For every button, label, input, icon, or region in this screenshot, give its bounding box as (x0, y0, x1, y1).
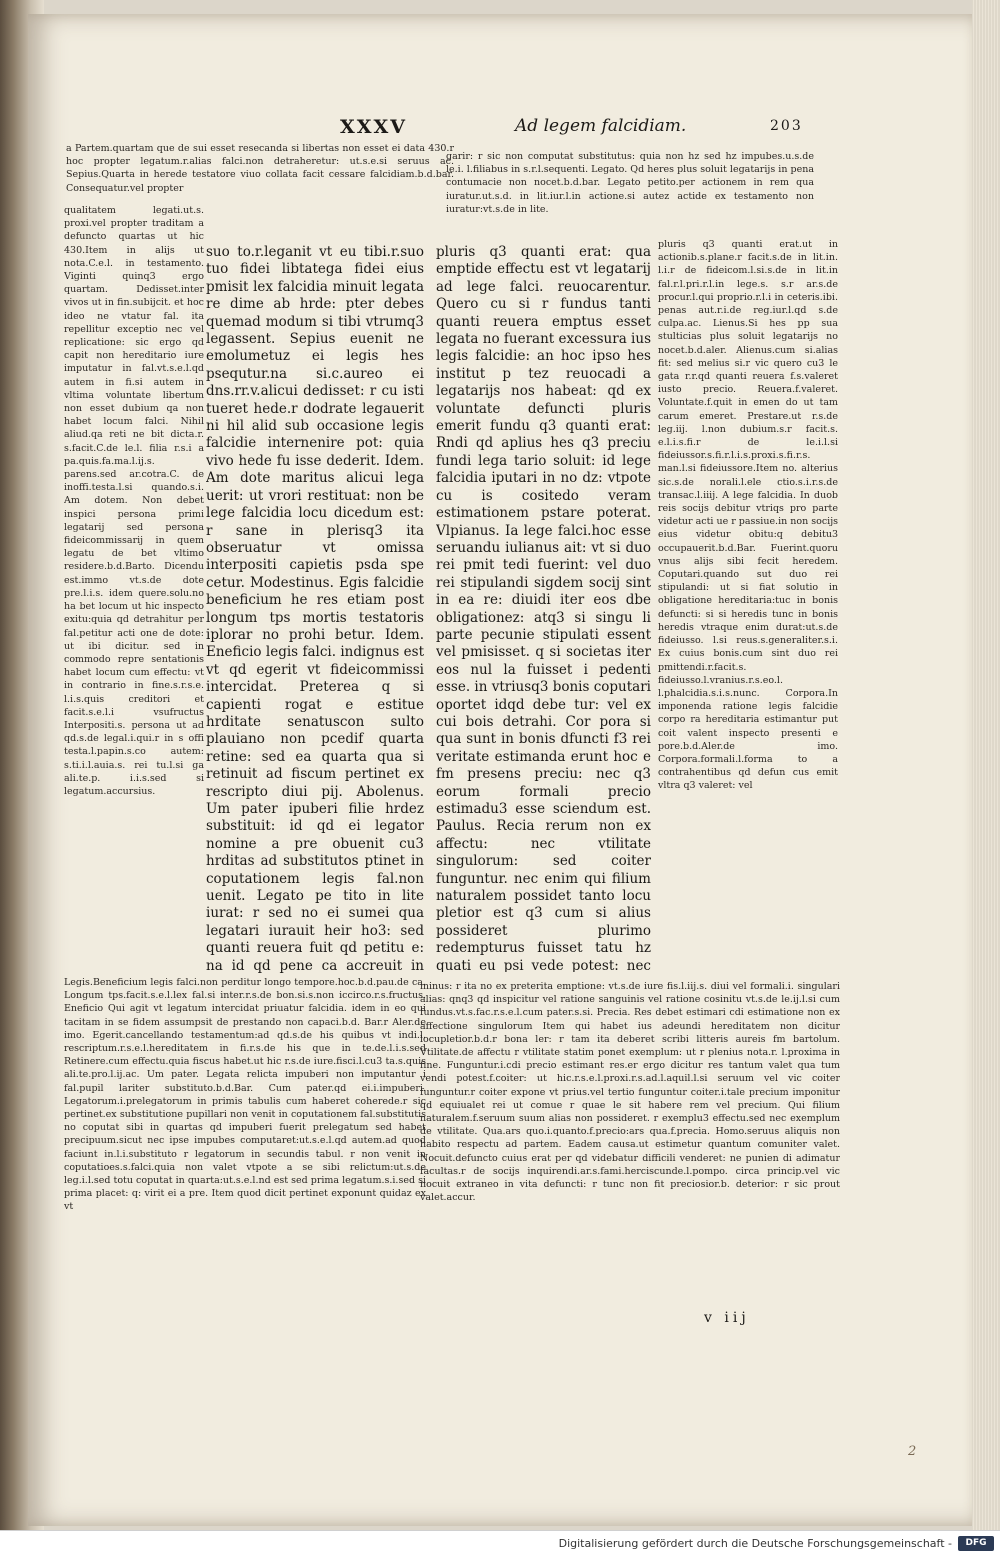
gloss-right-column: pluris q3 quanti erat.ut in actionib.s.plane.r facit.s.de in lit.in. l.i.r de fideicom.l.si.s.de in lit.in fal.r.l.pri.r.l.in lege.s. s.r ar.s.de procur.l.qui proprio.r.l.i in ceteris.ibi. penas aut.r.i.de reg.iur.l.qd s.de culpa.ac. Lienus.Si hes pp sua stulticias plus soluit legatarijs no nocet.b.d.aler. Alienus.cum si.alias fit: sed melius si.r vic quero cu3 le gata r.r.qd quanti reuera f.s.valeret iusto precio. Reuera.f.valeret. Voluntate.f.quit in emen do ut tam carum emeret. Prestare.ut r.s.de leg.iij. l.non dubium.s.r facit.s. e.l.i.s.fi.r de le.i.l.si fideiussor.s.fi.r.l.i.s.proxi.s.fi.r.s. man.l.si fideiussore.Item no. alterius sic.s.de norali.l.ele ctio.s.i.r.s.de transac.l.iiij. A lege falcidia. In duob reis socijs debitur vtriqs pro parte videtur acti ue r passiue.in non socijs eius videtur obitu:q debitu3 occupauerit.b.d.Bar. Fuerint.quoru vnus alijs sibi fecit heredem. Coputari.quando sut duo rei stipulandi: ut si fiat solutio in obligatione hereditaria:tuc in bonis defuncti: si si heredis tunc in bonis heredis vtraque enim durat:ut.s.de fideiusso. l.si reus.s.generaliter.s.i. Ex cuius bonis.cum sint duo rei pmittendi.r.facit.s. fideiusso.l.vranius.r.s.eo.l. l.phalcidia.s.i.s.nunc. Corpora.In imponenda ratione legis falcidie corpo ra hereditaria estimantur put coit valent inspecto presenti e pore.b.d.Aler.de imo. Corpora.formali.l.forma to a contrahentibus qd defun cus emit vltra q3 valeret: vel (658, 239, 838, 792)
footer-bar (0, 1530, 1000, 1557)
page-edges (972, 0, 1000, 1530)
signature-mark: v iij (704, 1310, 750, 1326)
main-text-column-1: suo to.r.leganit vt eu tibi.r.suo tuo fidei libtatega fidei eius pmisit lex falcidia minuit legata re dime ab hrde: pter debes quemad modum si tibi vtrumq3 legassent. Sepius euenit ne emolumetuz ei legis hes psequtur.na si.c.aureo ei dns.rr.v.alicui dedisset: r cu isti tueret hede.r dodrate legauerit ni hil alid sub occasione legis falcidie internenire pot: quia vivo hede fu isse dederit. Idem. Am dote maritus alicui lega uerit: ut vrori restituat: non be lege falcidia locu dicedum est: r sane in plerisq3 ita obseruatur vt omissa interpositi capietis psda spe cetur. Modestinus. Egis falcidie beneficium he res etiam post longum tps mortis testatoris iplorar no prohi betur. Idem. Eneficio legis falci. indignus est vt qd egerit vt fideicommissi intercidat. Preterea q si capienti rogat e estitue hrditate senatuscon sulto plauiano non pcedif quarta retine: sed ea quarta qua si retinuit ad fiscum pertinet ex rescripto diui pij. Abolenus. Um pater ipuberi filie hrdez substituit: id qd ei legator nomine a pre obuenit cu3 hrditas ad substitutos ptinet in coputationem legis fal.non uenit. Legato pe tito in lite iurat: r sed no ei sumei qua legatari iurauit heir ho3: sed quanti reuera fuit qd petitu e: na id qd pene ca accreuit in (206, 244, 424, 974)
folio-number: 203 (770, 118, 803, 134)
gloss-top-right: garir: r sic non computat substitutus: quia non hz sed hz impubes.u.s.de le.i. l.filiabus in s.r.l.sequenti. Legato. Qd heres plus soluit legatarijs in pena contumacie non nocet.b.d.bar. Legato petito.per actionem in rem qua iuratur.ut.s.d. in lit.iur.l.in actione.si autez actide ex testamento non iuratur:vt.s.de in lite. (446, 151, 814, 215)
header-title: Ad legem falcidiam. (515, 116, 687, 136)
dfg-logo: DFG (958, 1536, 994, 1551)
book-page (28, 14, 978, 1526)
header-numeral: XXXV (340, 116, 407, 138)
main-text-column-2: pluris q3 quanti erat: qua emptide effectu est vt legatarij ad lege falci. reuocarentur. Quero cu si r fundus tanti quanti reuera emptus esset legata no fuerant excessura ius legis falcidie: an hoc ipso hes institut p tez reuocadi a legatarijs nos habeat: qd ex voluntate defuncti pluris emerit fundu q3 quanti erat: Rndi qd aplius hes q3 preciu fundi lega tario soluit: id lege falcidia iputari in no dz: vtpote cu is cositedo veram estimationem pstare poterat. Vlpianus. Ia lege falci.hoc esse seruandu iulianus ait: vt si duo rei pmit tedi fuerint: vel duo rei stipulandi sigdem socij sint in ea re: diuidi iter eos dbe obligationez: atq3 si singu li parte pecunie stipulati essent vel pmisisset. q si societas iter eos nul la fuisset i pedenti esse. in vtriusq3 bonis coputari oportet idqd debe tur: vel ex cui bois detrahi. Cor pora si qua sunt in bonis dfuncti f3 rei veritate estimanda erunt hoc e fm presens preciu: nec q3 eorum formali precio estimadu3 esse sciendum est. Paulus. Recia rerum non ex affectu: nec vtilitate singulorum: sed coiter funguntur. nec enim qui filium naturalem possidet tanto locu pletior est q3 cum si alius possideret plurimo redempturus fuisset tatu hz quati eu psi vede potest: nec (436, 244, 651, 972)
gloss-left-column: qualitatem legati.ut.s. proxi.vel propter traditam a defuncto quartas ut hic 430.Item in alijs ut nota.C.e.l. in testamento. Viginti quinq3 ergo quartam. Dedisset.inter vivos ut in fin.subijcit. et hoc ideo ne vtatur fal. ita repellitur exceptio nec vel replicatione: sic ergo qd capit non hereditario iure imputatur in fal.vt.s.e.l.qd autem in fi.si autem in vltima voluntate libertum non esset dubium qa non habet locum falci. Nihil aliud.qa reti ne bit dicta.r. s.facit.C.de le.l. filia r.s.i a pa.quis.fa.ma.l.ij.s. parens.sed ar.cotra.C. de inoffi.testa.l.si quando.s.i. Am dotem. Non debet inspici persona primi legatarij sed persona fideicommissarij in quem legatu de bet vltimo residere.b.d.Barto. Dicendu est.immo vt.s.de dote pre.l.i.s. idem quere.solu.no ha bet locum ut hic inspecto exitu:quia qd detrahitur per fal.petitur acti one de dote: ut ibi dicitur. sed in commodo repre sentationis habet locum cum effectu: vt in contrario in fine.s.r.s.e. l.i.s.quis creditori et facit.s.e.l.i vsufructus Interpositi.s. persona ut ad qd.s.de legal.i.qui.r in s offi testa.l.papin.s.co autem: s.ti.i.l.auia.s. rei tu.l.si ga ali.te.p. i.i.s.sed si legatum.accursius. (64, 205, 204, 797)
funding-notice: Digitalisierung gefördert durch die Deutsche Forschungsgemeinschaft - (558, 1537, 952, 1550)
gloss-top-left: a Partem.quartam que de sui esset resecanda si libertas non esset ei data 430.r hoc propter legatum.r.alias falci.non detraheretur: ut.s.e.si seruus ac. Sepius.Quarta in herede testatore viuo collata facit cessare falcidiam.b.d.bar. Consequatur.vel propter (66, 143, 454, 194)
gloss-bottom-left: Legis.Beneficium legis falci.non perditur longo tempore.hoc.b.d.pau.de ca. Longum tps.facit.s.e.l.lex fal.si inter.r.s.de bon.si.s.non iccirco.r.s.fructus. Eneficio Qui agit vt legatum intercidat priuatur falcidia. idem in eo qui tacitam in se fidem assumpsit de prestando non capaci.b.d. Bar.r Aler.de imo. Egerit.cancellando testamentum:ad qd.s.de his quibus vt indi.l. rescriptum.r.s.e.l.hereditatem in fi.r.s.de his que in te.de.l.i.s.sed Retinere.cum effectu.quia fiscus habet.ut hic r.s.de iure.fisci.l.cu3 ta.s.quis ali.te.pro.l.ij.ac. Um pater. Legata relicta impuberi non imputantur i fal.pupil lariter substituto.b.d.Bar. Cum pater.qd ei.i.impuberi. Legatorum.i.prelegatorum in primis tabulis cum haberet coherede.r sic pertinet.ex substitutione pupillari non venit in coputationem fal.substitutis no coputat sibi in quartas qd impuberi fuerit prelegatum sed habet precipuum.sicut nec ipse impubes computaret:ut.s.e.l.qd autem.ad quod faciunt in.l.i.substituto r legatorum in secundis tabul. r non venit in coputatioes.s.falci.quia non valet vtpote a se sibi relictum:ut.s.de leg.i.l.sed totu coputat in quarta:ut.s.e.l.nd est sed prima legatum.s.i.sed si prima placet: q: virit ei a pre. Item quod dicit pertinet exponunt quidaz ex vt (64, 977, 426, 1213)
gloss-bottom-right: minus: r ita no ex preterita emptione: vt.s.de iure fis.l.iij.s. diui vel formali.i. singulari alias: qnq3 qd inspicitur vel ratione sanguinis vel ratione cosinitu vt.s.de le.ij.l.si cum fundus.vt.s.fac.r.s.e.l.cum pater.s.si. Precia. Res debet estimari cdi estimatione non ex affectione singulorum Item qui habet ius adeundi hereditatem non dicitur locupletior.b.d.r bona ler: r tam ita deberet scribi litteris aureis fm bartolum. Vtilitate.de affectu r vtilitate statim ponet exemplum: ut r plenius nota.r. l.proxima in fine. Funguntur.i.cdi precio estimant res.er ergo dicitur res tantum valet qua tum vendi potest.f.coiter: ut hic.r.s.e.l.proxi.r.s.ad.l.aquil.l.si seruum vel vic coiter funguntur.r coiter expone vt prius.vel tertio funguntur coiter.i.tale precium imponitur qd equiualet rei ut comue r quae le sit habere rem vel precium. Qui filium naturalem.f.seruum suum alias non possideret. r exemplu3 effectu.sed nec exemplum de vtilitate. Qua.ars quo.i.quanto.f.precio:ars qua.f.precia. Homo.seruus aliquis non habito respectu ad partem. Eadem causa.ut estimetur quantum comuniter valet. Nocuit.defuncto cuius erat per qd videbatur difficili venderet: ne punien di adimatur facultas.r de socijs inquirendi.ar.s.fami.herciscunde.l.pompo. circa princip.vel vic nocuit extraneo in vita defuncti: r tunc non fit preciosior.b. deterior: r sic prout valet.accur. (420, 981, 840, 1204)
running-header (28, 112, 978, 142)
pencil-annotation: 2 (908, 1444, 917, 1459)
